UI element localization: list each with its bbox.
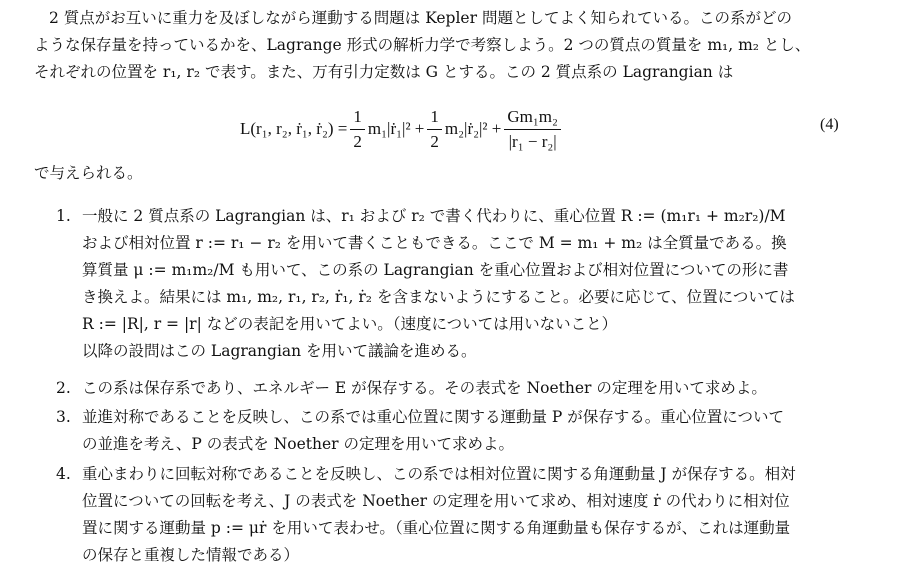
question-number: 3. <box>56 408 71 426</box>
fraction-denominator: 2 <box>430 131 439 151</box>
question-body <box>82 203 872 338</box>
fraction-numerator: Gm₁m₂ <box>504 107 561 130</box>
question-note: 以降の設問はこの Lagrangian を用いて議論を進める。 <box>82 342 477 360</box>
intro-paragraph <box>34 5 886 86</box>
question-number: 4. <box>56 465 71 483</box>
intro-line: それぞれの位置を r₁, r₂ で表す。また、万有引力定数は G とする。この 2 質点系の Lagrangian は <box>34 63 734 81</box>
lagrangian-equation <box>0 100 919 158</box>
after-equation-line: で与えられる。 <box>34 164 143 182</box>
question-line: 位置についての回転を考え、J の表式を Noether の定理を用いて求め、相対速度 ṙ の代わりに相対位 <box>82 492 790 510</box>
question-line: 置に関する運動量 p := μṙ を用いて表わせ。（重心位置に関する角運動量も保存するが、これは運動量 <box>82 519 791 537</box>
question-line: 並進対称であることを反映し、この系では重心位置に関する運動量 P が保存する。重心位置について <box>82 408 784 426</box>
question-body <box>82 375 872 402</box>
fraction-denominator: 2 <box>353 131 362 151</box>
question-line: の保存と重複した情報である） <box>82 546 300 564</box>
fraction-numerator: 1 <box>427 107 442 130</box>
question-line: き換えよ。結果には m₁, m₂, r₁, r₂, ṙ₁, ṙ₂ を含まないようにすること。必要に応じて、位置については <box>82 288 795 306</box>
question-line: および相対位置 r := r₁ − r₂ を用いて書くこともできる。ここで M = m₁ + m₂ は全質量である。換 <box>82 234 787 252</box>
equation-number: (4) <box>820 116 839 133</box>
question-line: 重心まわりに回転対称であることを反映し、この系では相対位置に関する角運動量 J が保存する。相対 <box>82 465 796 483</box>
question-line: の並進を考え、P の表式を Noether の定理を用いて求めよ。 <box>82 435 515 453</box>
intro-line: ような保存量を持っているかを、Lagrange 形式の解析力学で考察しよう。2 つの質点の質量を m₁, m₂ とし、 <box>34 36 811 54</box>
question-number: 1. <box>56 207 71 225</box>
fraction-potential <box>504 107 561 152</box>
equation-lhs: L(r₁, r₂, ṙ₁, ṙ₂) = <box>240 119 348 138</box>
intro-line: 2 質点がお互いに重力を及ぼしながら運動する問題は Kepler 問題としてよく知られている。この系がどの <box>49 9 792 27</box>
question-line: 一般に 2 質点系の Lagrangian は、r₁ および r₂ で書く代わりに、重心位置 R := (m₁r₁ + m₂r₂)/M <box>82 207 786 225</box>
fraction-numerator: 1 <box>350 107 365 130</box>
fraction-half-2 <box>427 107 442 152</box>
question-line: R := |R|, r = |r| などの表記を用いてよい。（速度については用いないこと） <box>82 315 618 333</box>
after-equation-text <box>34 160 886 187</box>
equation-kinetic-term-2: m₂|ṙ₂|² + <box>444 119 502 138</box>
question-body <box>82 461 872 569</box>
question-number: 2. <box>56 379 71 397</box>
question-body <box>82 404 872 458</box>
fraction-denominator: |r₁ − r₂| <box>508 131 557 151</box>
equation-body <box>240 100 564 158</box>
question-line: 算質量 μ := m₁m₂/M も用いて、この系の Lagrangian を重心位置および相対位置についての形に書 <box>82 261 789 279</box>
question-line: この系は保存系であり、エネルギー E が保存する。その表式を Noether の定理を用いて求めよ。 <box>82 379 767 397</box>
equation-kinetic-term-1: m₁|ṙ₁|² + <box>367 119 425 138</box>
fraction-half-1 <box>350 107 365 152</box>
